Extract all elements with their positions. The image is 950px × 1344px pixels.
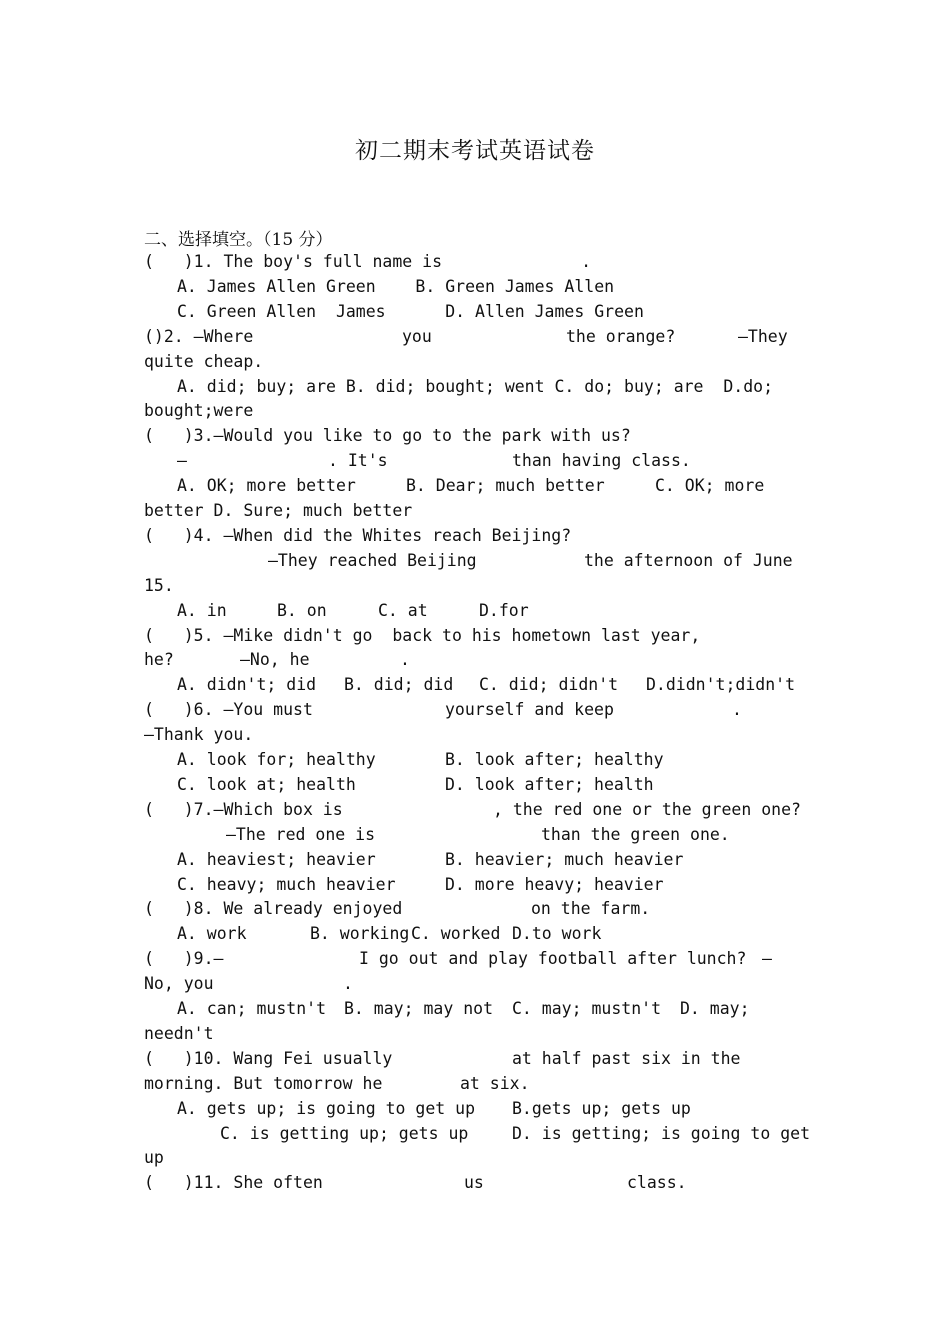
- text-line-segment: B. did; did: [344, 675, 454, 695]
- text-line: A. James Allen Green B. Green James Allen: [177, 276, 615, 296]
- text-line-segment: on the farm.: [531, 899, 651, 919]
- text-line-segment: B. Dear; much better: [406, 476, 605, 496]
- text-line: ( )1. The boy's full name is .: [144, 252, 592, 271]
- text-line: ( )7.—Which box is: [144, 799, 343, 819]
- text-line-segment: yourself and keep: [445, 700, 614, 720]
- text-line-segment: D. may;: [680, 999, 750, 1018]
- text-line: C. look at; health: [177, 774, 356, 794]
- text-line: No, you: [144, 974, 214, 994]
- text-line-segment: C. at: [378, 600, 428, 620]
- text-line-segment: C. did; didn't: [479, 675, 619, 695]
- text-line: C. Green Allen James D. Allen James Green: [177, 301, 644, 321]
- text-line: —The red one is: [226, 824, 376, 844]
- text-line-segment: D.for: [479, 600, 529, 620]
- text-line-segment: the afternoon of June: [584, 550, 793, 570]
- text-line: A. OK; more better: [177, 476, 356, 496]
- text-line-segment: B. working: [310, 924, 410, 944]
- text-line-segment: B. may; may not: [344, 999, 494, 1018]
- text-line-segment: .: [400, 650, 410, 670]
- text-line-segment: us: [464, 1173, 484, 1193]
- text-line-segment: —No, he: [240, 650, 310, 670]
- text-line: A. work: [177, 924, 247, 944]
- text-line-segment: at six.: [460, 1073, 530, 1093]
- text-line-segment: B. look after; healthy: [445, 750, 664, 769]
- text-line-segment: , the red one or the green one?: [493, 799, 801, 819]
- text-line: ( )11. She often: [144, 1173, 323, 1193]
- text-line-segment: D. is getting; is going to get: [512, 1123, 811, 1143]
- text-line-segment: . It's: [328, 451, 388, 471]
- text-line: C. heavy; much heavier: [177, 874, 396, 894]
- text-line-segment: than having class.: [512, 451, 691, 471]
- text-line-segment: D. look after; health: [445, 774, 654, 794]
- text-line: ( )10. Wang Fei usually: [144, 1048, 393, 1068]
- text-line: morning. But tomorrow he: [144, 1073, 383, 1093]
- text-line: A. gets up; is going to get up: [177, 1098, 476, 1118]
- text-line: ( )3.—Would you like to go to the park with us?: [144, 426, 631, 446]
- text-line: up: [144, 1148, 164, 1168]
- text-line-segment: C. OK; more: [655, 476, 765, 496]
- text-line: needn't: [144, 1023, 214, 1043]
- text-line: bought;were: [144, 401, 254, 421]
- text-line-segment: .: [732, 700, 742, 720]
- text-line: ( )9.—: [144, 949, 224, 969]
- text-line-segment: you: [402, 326, 432, 346]
- text-line-segment: D. more heavy; heavier: [445, 874, 664, 894]
- text-line-segment: at half past six in the: [512, 1048, 741, 1068]
- text-line: ( )5. —Mike didn't go back to his hometown last year,: [144, 625, 701, 645]
- text-line: C. is getting up; gets up: [220, 1123, 469, 1143]
- text-line-segment: .: [343, 974, 353, 994]
- text-line-segment: B. heavier; much heavier: [445, 849, 684, 869]
- text-line: quite cheap.: [144, 351, 264, 371]
- text-line-segment: C. worked: [411, 924, 501, 944]
- text-line: —: [177, 451, 187, 471]
- text-line-segment: —: [762, 949, 772, 969]
- text-line-segment: I go out and play football after lunch?: [359, 949, 747, 969]
- section-heading: 二、选择填空。（15 分）: [144, 230, 333, 250]
- text-line-segment: B. on: [277, 600, 327, 620]
- text-line-segment: the orange?: [566, 326, 676, 346]
- text-line-segment: B.gets up; gets up: [512, 1098, 691, 1118]
- text-line: —They reached Beijing: [268, 550, 477, 570]
- text-line: A. look for; healthy: [177, 750, 376, 769]
- text-line: ()2. —Where: [144, 326, 254, 346]
- text-line-segment: D.to work: [512, 924, 602, 944]
- text-line-segment: than the green one.: [541, 824, 730, 844]
- text-line-segment: —They: [738, 326, 788, 346]
- text-line: A. in: [177, 600, 227, 620]
- text-line-segment: D.didn't;didn't: [646, 675, 796, 695]
- text-line: A. did; buy; are B. did; bought; went C. do; buy; are D.do;: [177, 376, 774, 396]
- text-line: better D. Sure; much better: [144, 501, 413, 520]
- text-line-segment: C. may; mustn't: [512, 999, 662, 1018]
- text-line-segment: class.: [627, 1173, 687, 1193]
- text-line: ( )4. —When did the Whites reach Beijing?: [144, 525, 572, 545]
- text-line: he?: [144, 650, 174, 670]
- text-line: A. can; mustn't: [177, 999, 327, 1018]
- text-line: ( )6. —You must: [144, 700, 313, 720]
- text-line: A. heaviest; heavier: [177, 849, 376, 869]
- page-title: 初二期末考试英语试卷: [355, 138, 595, 164]
- text-line: —Thank you.: [144, 725, 254, 745]
- text-line: 15.: [144, 575, 174, 595]
- text-line: ( )8. We already enjoyed: [144, 899, 403, 919]
- text-line: A. didn't; did: [177, 675, 317, 695]
